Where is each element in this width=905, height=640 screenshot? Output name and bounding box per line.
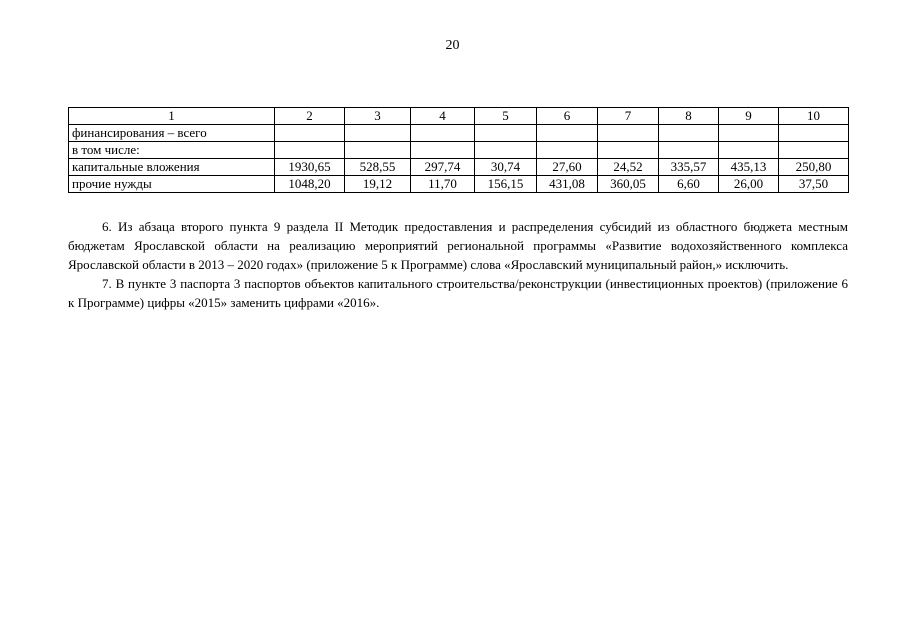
- financing-table: [68, 107, 849, 193]
- table-row: [69, 176, 849, 193]
- page-number: 20: [445, 38, 460, 53]
- table-cell: 26,00: [719, 176, 779, 193]
- table-cell: [719, 142, 779, 159]
- table-header-cell: 7: [598, 108, 659, 125]
- table-cell: [475, 125, 537, 142]
- table-cell: 528,55: [345, 159, 411, 176]
- table-row: [69, 159, 849, 176]
- table-cell: 1048,20: [275, 176, 345, 193]
- table-row: [69, 142, 849, 159]
- paragraph-6: 6. Из абзаца второго пункта 9 раздела II Методик предоставления и распределения субсидий из областного бюджета местным бюджетам Ярославской области на реализацию мероприятий региональной программы «Развитие водохозяйственного комплекса Ярославской области в 2013 – 2020 годах» (приложение 5 к Программе) слова «Ярославский муниципальный район,» исключить.: [68, 219, 848, 272]
- table-cell: 1930,65: [275, 159, 345, 176]
- table-header-row: [69, 108, 849, 125]
- body-text: [68, 217, 848, 312]
- table-cell: 30,74: [475, 159, 537, 176]
- table-cell: [659, 142, 719, 159]
- table-cell: 297,74: [411, 159, 475, 176]
- table-cell: 11,70: [411, 176, 475, 193]
- table-cell: 360,05: [598, 176, 659, 193]
- table-cell: 335,57: [659, 159, 719, 176]
- table-cell: [779, 142, 849, 159]
- table-cell: 19,12: [345, 176, 411, 193]
- table-header-cell: 6: [537, 108, 598, 125]
- table-header-cell: 10: [779, 108, 849, 125]
- table-cell: [275, 125, 345, 142]
- table-cell: 250,80: [779, 159, 849, 176]
- row-label: финансирования – всего: [69, 125, 275, 142]
- table-header-cell: 2: [275, 108, 345, 125]
- table-row: [69, 125, 849, 142]
- row-label: капитальные вложения: [69, 159, 275, 176]
- table-cell: [537, 142, 598, 159]
- table-header-cell: 1: [69, 108, 275, 125]
- table-header-cell: 9: [719, 108, 779, 125]
- table-cell: [598, 142, 659, 159]
- table-cell: [659, 125, 719, 142]
- paragraph-7: 7. В пункте 3 паспорта 3 паспортов объектов капитального строительства/реконструкции (инвестиционных проектов) (приложение 6 к Программе) цифры «2015» заменить цифрами «2016».: [68, 276, 848, 310]
- table-cell: [411, 125, 475, 142]
- table-header-cell: 4: [411, 108, 475, 125]
- table-cell: [719, 125, 779, 142]
- table-cell: 24,52: [598, 159, 659, 176]
- table-cell: [779, 125, 849, 142]
- table-cell: 431,08: [537, 176, 598, 193]
- table-cell: 435,13: [719, 159, 779, 176]
- table-cell: [345, 125, 411, 142]
- table-header-cell: 3: [345, 108, 411, 125]
- table-header-cell: 8: [659, 108, 719, 125]
- table-cell: 27,60: [537, 159, 598, 176]
- table-cell: [598, 125, 659, 142]
- table-cell: [275, 142, 345, 159]
- table-cell: 156,15: [475, 176, 537, 193]
- table-cell: [475, 142, 537, 159]
- table-cell: [537, 125, 598, 142]
- table-cell: 37,50: [779, 176, 849, 193]
- row-label: прочие нужды: [69, 176, 275, 193]
- table-header-cell: 5: [475, 108, 537, 125]
- table-cell: [411, 142, 475, 159]
- table-cell: [345, 142, 411, 159]
- row-label: в том числе:: [69, 142, 275, 159]
- table-cell: 6,60: [659, 176, 719, 193]
